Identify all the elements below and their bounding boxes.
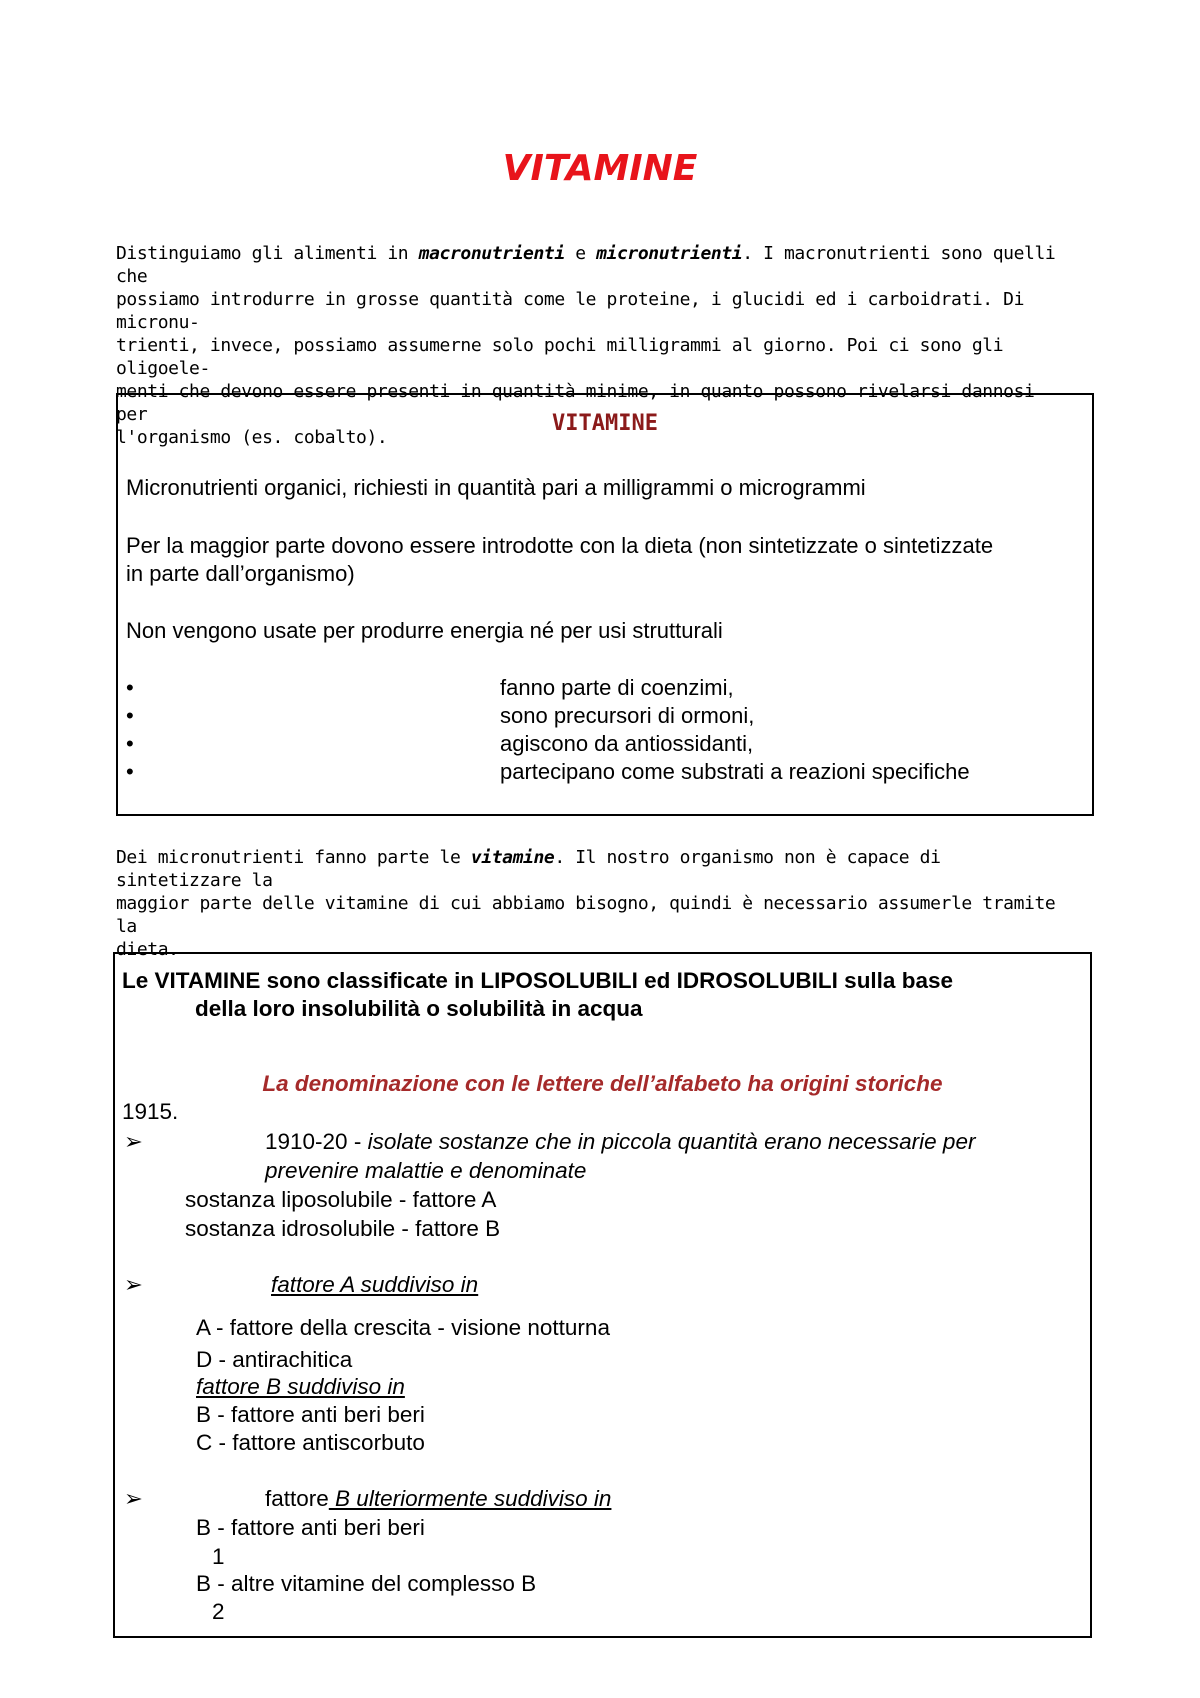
- bullet-dot: •: [126, 731, 134, 756]
- intro-line-2: possiamo introdurre in grosse quantità come le proteine, i glucidi ed i carboidrati. Di micronu-: [116, 289, 1025, 333]
- factor-b-line: B - fattore anti beri beri: [196, 1402, 425, 1427]
- definition-line: Per la maggior parte dovono essere introdotte con la dieta (non sintetizzate o sintetizzate: [126, 533, 994, 558]
- definition-line: Micronutrienti organici, richiesti in quantità pari a milligrammi o microgrammi: [126, 475, 866, 500]
- factor-a-line: A - fattore della crescita - visione notturna: [196, 1315, 610, 1340]
- definition-line: in parte dall’organismo): [126, 561, 355, 586]
- history-item-1: 1910-20 - isolate sostanze che in piccola quantità erano necessarie per: [265, 1129, 976, 1154]
- list-item: sono precursori di ormoni,: [500, 703, 755, 728]
- box-title: VITAMINE: [552, 411, 658, 436]
- intro-line-1: Distinguiamo gli alimenti in macronutrienti e micronutrienti. I macronutrienti sono quelli che: [116, 243, 1056, 287]
- definition-line: Non vengono usate per produrre energia né per usi strutturali: [126, 618, 723, 643]
- middle-line-3: dieta.: [116, 939, 179, 960]
- factor-d-line: D - antirachitica: [196, 1347, 353, 1372]
- micronutrienti-term: micronutrienti: [596, 243, 743, 264]
- classification-heading: Le VITAMINE sono classificate in LIPOSOLUBILI ed IDROSOLUBILI sulla base: [122, 968, 953, 993]
- vitamine-term: vitamine: [470, 847, 555, 868]
- intro-line-4: menti che devono essere presenti in quantità minime, in quanto possono rivelarsi dannosi per: [116, 381, 1035, 425]
- factor-c-line: C - fattore antiscorbuto: [196, 1430, 425, 1455]
- history-subtitle: La denominazione con le lettere dell’alfabeto ha origini storiche: [262, 1071, 943, 1096]
- middle-line-1: Dei micronutrienti fanno parte le vitamine. Il nostro organismo non è capace di sintetizzare la: [116, 847, 941, 891]
- history-item-1-cont: prevenire malattie e denominate: [265, 1158, 587, 1183]
- classification-heading-cont: della loro insolubilità o solubilità in acqua: [195, 996, 643, 1021]
- intro-line-5: l'organismo (es. cobalto).: [116, 427, 388, 448]
- b2-subscript: 2: [212, 1599, 225, 1624]
- b1-line: B - fattore anti beri beri: [196, 1515, 425, 1540]
- list-item: agiscono da antiossidanti,: [500, 731, 754, 756]
- b1-subscript: 1: [212, 1544, 225, 1569]
- factor-b-subdivision-heading: fattore B ulteriormente suddiviso in: [265, 1486, 612, 1511]
- classification-box: [113, 952, 1092, 1638]
- page-title: VITAMINE: [502, 148, 698, 189]
- bullet-dot: •: [126, 759, 134, 784]
- list-item: fanno parte di coenzimi,: [500, 675, 734, 700]
- arrow-bullet-icon: ➢: [124, 1272, 143, 1297]
- factor-b-heading: fattore B suddiviso in: [196, 1374, 405, 1399]
- macronutrienti-term: macronutrienti: [418, 243, 565, 264]
- arrow-bullet-icon: ➢: [124, 1129, 143, 1154]
- b2-line: B - altre vitamine del complesso B: [196, 1571, 537, 1596]
- bullet-dot: •: [126, 675, 134, 700]
- arrow-bullet-icon: ➢: [124, 1486, 143, 1511]
- bullet-dot: •: [126, 703, 134, 728]
- factor-a-heading: fattore A suddiviso in: [271, 1272, 479, 1297]
- intro-line-3: trienti, invece, possiamo assumerne solo pochi milligrammi al giorno. Poi ci sono gli oligoele-: [116, 335, 1004, 379]
- middle-paragraph: [116, 846, 1076, 961]
- middle-line-2: maggior parte delle vitamine di cui abbiamo bisogno, quindi è necessario assumerle tramite la: [116, 893, 1056, 937]
- liposolubile-line: sostanza liposolubile - fattore A: [185, 1187, 497, 1212]
- year-label: 1915.: [122, 1099, 179, 1124]
- idrosolubile-line: sostanza idrosolubile - fattore B: [185, 1216, 501, 1241]
- list-item: partecipano come substrati a reazioni specifiche: [500, 759, 970, 784]
- vitamine-definition-box: [116, 393, 1094, 816]
